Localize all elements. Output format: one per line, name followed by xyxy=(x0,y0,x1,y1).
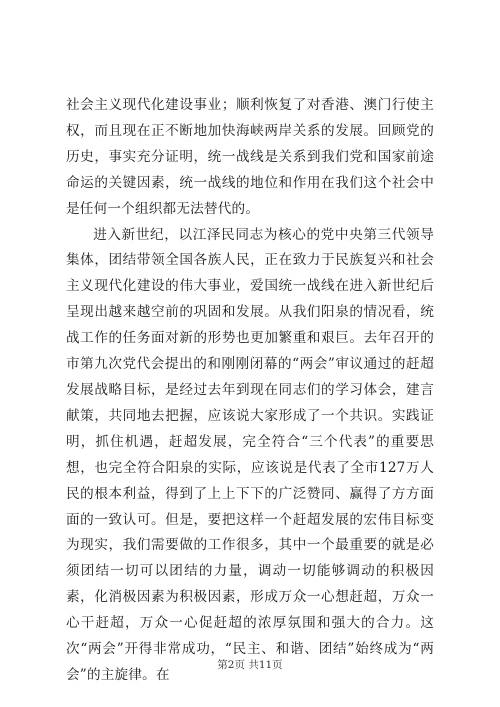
page-footer: 第2页 共11页 xyxy=(217,659,283,671)
paragraph-2: 进入新世纪，以江泽民同志为核心的党中央第三代领导集体，团结带领全国各族人民，正在致力于民族复兴和社会主义现代化建设的伟大事业，爱国统一战线在进入新世纪后呈现出越来越空前的巩固和发展。从我们阳泉的情况看，统战工作的任务面对新的形势也更加繁重和艰巨。去年召开的市第九次党代会提出的和刚刚闭幕的“两会”审议通过的赶超发展战略目标，是经过去年到现在同志们的学习体会，建言献策，共同地去把握，应该说大家形成了一个共识。实践证明，抓住机遇，赶超发展，完全符合“三个代表”的重要思想，也完全符合阳泉的实际，应该说是代表了全市127万人民的根本利益，得到了上上下下的广泛赞同、赢得了方方面面的一致认可。但是，要把这样一个赶超发展的宏伟目标变为现实，我们需要做的工作很多，其中一个最重要的就是必须团结一切可以团结的力量，调动一切能够调动的积极因素，化消极因素为积极因素，形成万众一心想赶超，万众一心干赶超，万众一心促赶超的浓厚氛围和强大的合力。这次“两会”开得非常成功，“民主、和谐、团结”始终成为“两会”的主旋律。在 xyxy=(66,226,434,683)
body-text xyxy=(66,93,434,689)
paragraph-1: 社会主义现代化建设事业；顺利恢复了对香港、澳门行使主权，而且现在正不断地加快海峡两岸关系的发展。回顾党的历史，事实充分证明，统一战线是关系到我们党和国家前途命运的关键因素，统一战线的地位和作用在我们这个社会中是任何一个组织都无法替代的。 xyxy=(66,97,434,217)
